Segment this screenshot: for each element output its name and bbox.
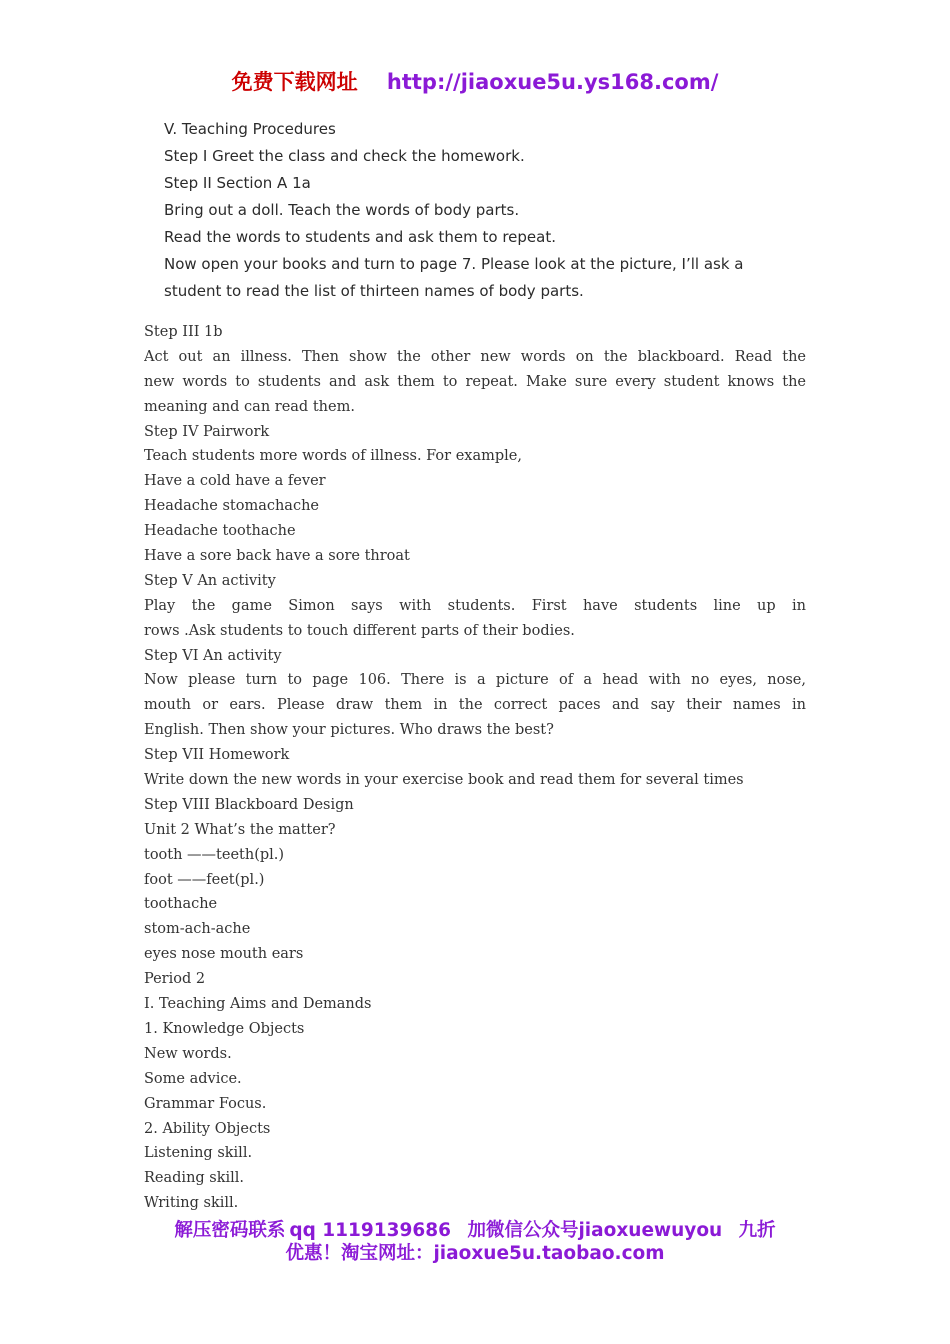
body-line: Step VIII Blackboard Design (144, 796, 354, 813)
footer-wechat-id: jiaoxuewuyou (578, 1220, 723, 1241)
teaching-procedures-section (164, 118, 784, 307)
body-line: 2. Ability Objects (144, 1120, 271, 1137)
body-line: stom-ach-ache (144, 921, 251, 938)
body-line: Step IV Pairwork (144, 423, 270, 440)
footer-shop-url-link[interactable]: jiaoxue5u.taobao.com (433, 1243, 665, 1264)
body-line: Period 2 (144, 971, 206, 988)
body-line: Step VII Homework (144, 747, 290, 764)
body-line: tooth ——teeth(pl.) (144, 846, 285, 863)
body-line: New words. (144, 1045, 232, 1062)
procedure-line: Bring out a doll. Teach the words of body parts. (164, 201, 520, 219)
body-line: Listening skill. (144, 1145, 253, 1162)
footer-contact-label: 解压密码联系 (174, 1220, 286, 1241)
body-line: rows .Ask students to touch different parts of their bodies. (144, 622, 575, 639)
body-line: mouth or ears. Please draw them in the correct paces and say their names in (144, 697, 806, 714)
body-line: Have a cold have a fever (144, 473, 326, 490)
body-line: Unit 2 What’s the matter? (144, 821, 336, 838)
footer-line-2 (0, 1242, 950, 1265)
body-line: 1. Knowledge Objects (144, 1020, 305, 1037)
body-line: Act out an illness. Then show the other new words on the blackboard. Read the (144, 348, 806, 365)
body-line: Step VI An activity (144, 647, 282, 664)
footer-discount: 九折 (738, 1220, 776, 1241)
body-line: new words to students and ask them to repeat. Make sure every student knows the (144, 373, 806, 390)
footer-wechat-label: 加微信公众号 (467, 1220, 579, 1241)
procedure-line: Step II Section A 1a (164, 174, 311, 192)
body-line: Step III 1b (144, 324, 223, 340)
body-line: Write down the new words in your exercise book and read them for several times (144, 772, 744, 789)
procedure-line: Now open your books and turn to page 7. Please look at the picture, I’ll ask a (164, 255, 744, 273)
body-line: Some advice. (144, 1070, 242, 1087)
body-line: Grammar Focus. (144, 1095, 267, 1112)
body-line: Headache stomachache (144, 498, 319, 515)
body-line: Headache toothache (144, 523, 296, 540)
procedure-line: V. Teaching Procedures (164, 120, 336, 138)
body-line: Teach students more words of illness. For example, (144, 448, 522, 465)
body-line: toothache (144, 896, 218, 913)
procedure-line: Read the words to students and ask them to repeat. (164, 228, 556, 246)
body-line: Have a sore back have a sore throat (144, 548, 410, 565)
body-line: Reading skill. (144, 1170, 245, 1187)
page-footer (0, 1219, 950, 1265)
body-line: foot ——feet(pl.) (144, 871, 265, 888)
page-header (0, 66, 950, 96)
footer-qq: qq 1119139686 (289, 1220, 451, 1241)
body-line: meaning and can read them. (144, 398, 355, 415)
body-line: Play the game Simon says with students. First have students line up in (144, 597, 806, 614)
body-line: Step V An activity (144, 572, 276, 589)
header-label: 免费下载网址 (231, 70, 358, 94)
procedure-line: Step I Greet the class and check the homework. (164, 147, 525, 165)
header-url-link[interactable]: http://jiaoxue5u.ys168.com/ (386, 70, 719, 94)
body-line: Now please turn to page 106. There is a picture of a head with no eyes, nose, (144, 672, 806, 689)
body-line: Writing skill. (144, 1195, 239, 1212)
footer-shop-label: 优惠！淘宝网址： (285, 1243, 434, 1264)
body-line: eyes nose mouth ears (144, 946, 304, 963)
body-line: English. Then show your pictures. Who draws the best? (144, 722, 554, 739)
document-body (144, 320, 806, 1216)
body-line: I. Teaching Aims and Demands (144, 996, 372, 1013)
procedure-line: student to read the list of thirteen names of body parts. (164, 282, 584, 300)
